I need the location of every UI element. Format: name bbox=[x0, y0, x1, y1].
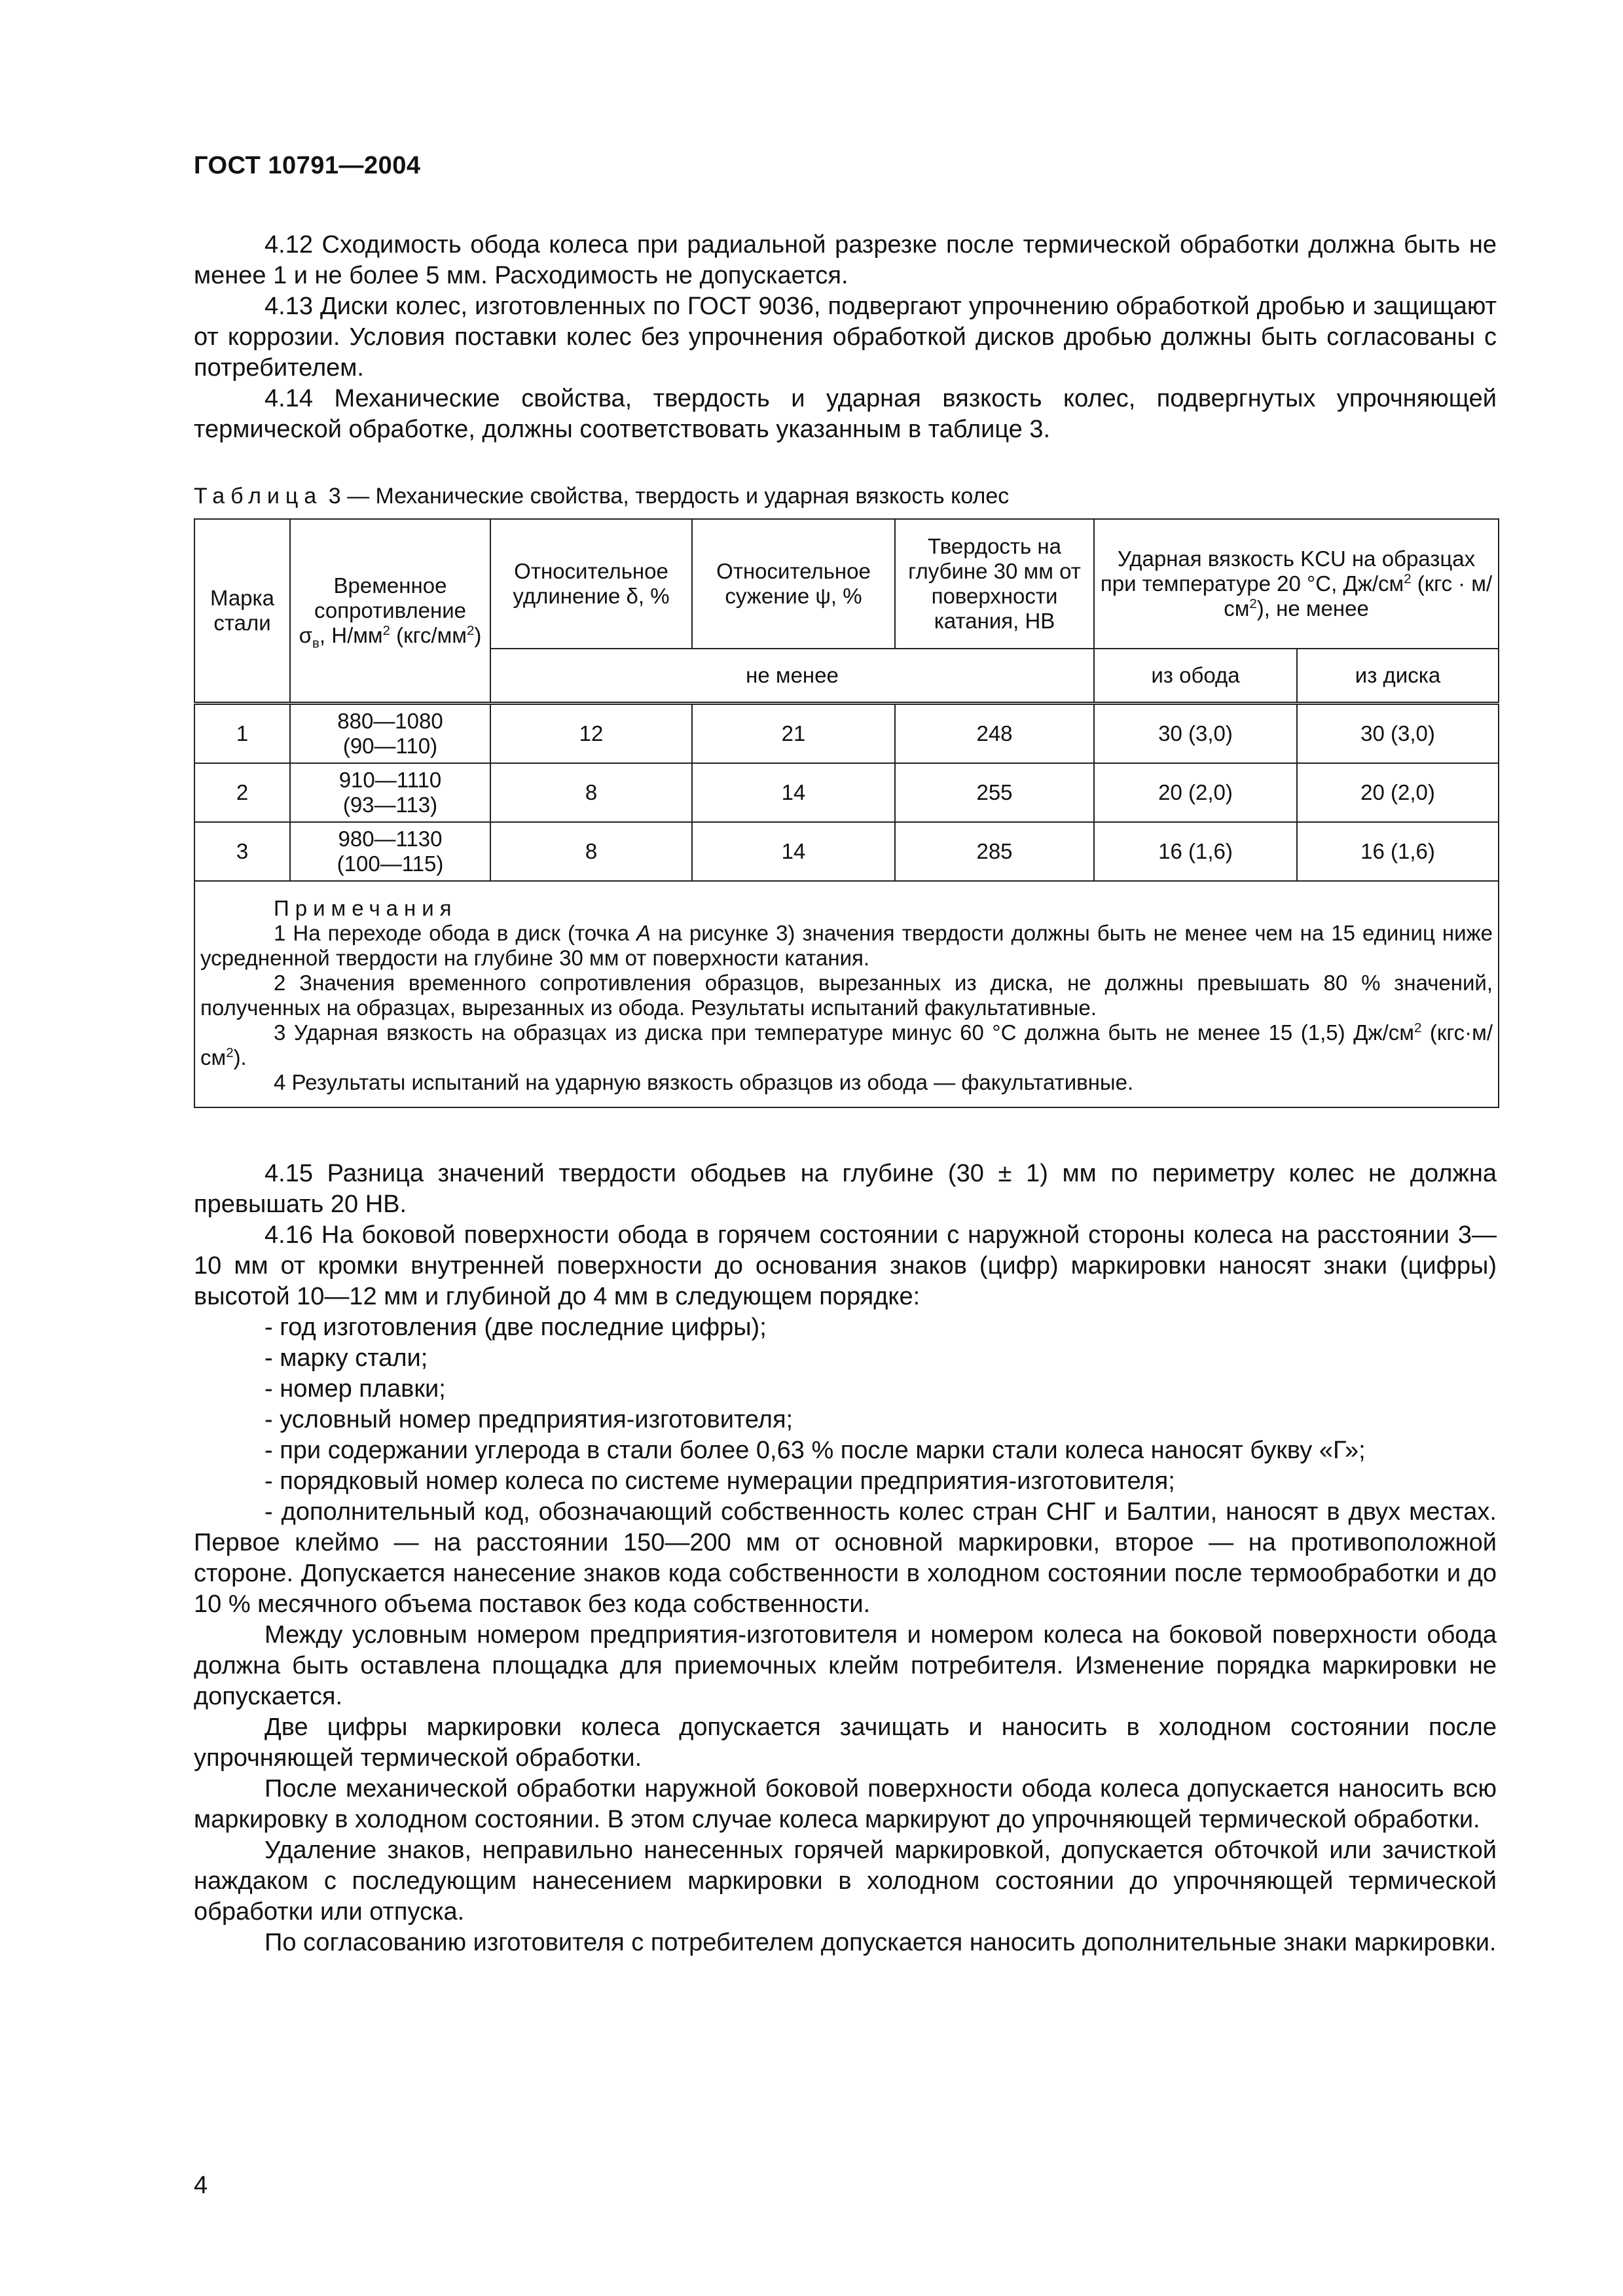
table-3 bbox=[194, 518, 1498, 1108]
cell-tensile: 980—1130 (100—115) bbox=[290, 822, 490, 881]
list-item: - дополнительный код, обозначающий собственность колес стран СНГ и Балтии, наносят в двух местах. Первое клеймо — на расстоянии 150—200 мм от основной маркировки, второе — на противоположной стороне. Допускается нанесение знаков кода собственности в холодном состоянии после термообработки и до 10 % месячного объема поставок без кода собственности. bbox=[194, 1498, 1497, 1618]
header-tensile: Временное сопротивление $\sigma_в$, $Н/мм^2$ $(кгс/мм^2)$ bbox=[290, 519, 490, 704]
cell-impact-disk: 30 (3,0) bbox=[1297, 704, 1499, 764]
table-notes-row bbox=[194, 881, 1499, 1107]
cell-elongation: 8 bbox=[490, 763, 692, 822]
cell-grade: 2 bbox=[194, 763, 290, 822]
cell-hardness: 248 bbox=[895, 704, 1094, 764]
note-4: 4 Результаты испытаний на ударную вязкость образцов из обода — факультативные. bbox=[274, 1070, 1134, 1094]
header-from-rim: из обода bbox=[1094, 649, 1297, 704]
header-hardness: Твердость на глубине 30 мм от поверхности катания, НВ bbox=[895, 519, 1094, 649]
paragraph-4-14: 4.14 Механические свойства, твердость и ударная вязкость колес, подвергнутых упрочняющей термической обработке, должны соответствовать указанным в таблице 3. bbox=[194, 385, 1497, 443]
table-caption bbox=[194, 482, 1009, 511]
list-item: - год изготовления (две последние цифры); bbox=[264, 1314, 767, 1341]
cell-impact-disk: 16 (1,6) bbox=[1297, 822, 1499, 881]
notes-title: Примечания bbox=[274, 896, 458, 920]
cell-tensile: 880—1080 (90—110) bbox=[290, 704, 490, 764]
paragraph-removal: Удаление знаков, неправильно нанесенных горячей маркировкой, допускается обточкой или зачисткой наждаком с последующим нанесением маркировки в холодном состоянии до упрочняющей термической обработки или отпуска. bbox=[194, 1837, 1497, 1926]
table-notes bbox=[194, 881, 1499, 1107]
header-grade: Марка стали bbox=[194, 519, 290, 704]
table-row bbox=[194, 822, 1499, 881]
cell-elongation: 8 bbox=[490, 822, 692, 881]
header-impact: Ударная вязкость KCU на образцах при температуре 20 °C, $Дж/см^2$ $(кгс \cdot м/см^2)$, не менее bbox=[1094, 519, 1499, 649]
paragraph-4-12: 4.12 Сходимость обода колеса при радиальной разрезке после термической обработки должна быть не менее 1 и не более 5 мм. Расходимость не допускается. bbox=[194, 231, 1497, 289]
cell-hardness: 285 bbox=[895, 822, 1094, 881]
table-row bbox=[194, 763, 1499, 822]
paragraph-4-15: 4.15 Разница значений твердости ободьев на глубине (30 ± 1) мм по периметру колес не должна превышать 20 НВ. bbox=[194, 1160, 1497, 1218]
paragraph-marking-area: Между условным номером предприятия-изготовителя и номером колеса на боковой поверхности обода должна быть оставлена площадка для приемочных клейм потребителя. Изменение порядка маркировки не допускается. bbox=[194, 1621, 1497, 1710]
cell-reduction: 14 bbox=[692, 763, 895, 822]
paragraph-4-16: 4.16 На боковой поверхности обода в горячем состоянии с наружной стороны колеса на расстоянии 3—10 мм от кромки внутренней поверхности до основания знаков (цифр) маркировки наносят знаки (цифры) высотой 10—12 мм и глубиной до 4 мм в следующем порядке: bbox=[194, 1221, 1497, 1310]
cell-reduction: 21 bbox=[692, 704, 895, 764]
cell-grade: 3 bbox=[194, 822, 290, 881]
cell-hardness: 255 bbox=[895, 763, 1094, 822]
note-2: 2 Значения временного сопротивления образцов, вырезанных из диска, не должны превышать 80 % значений, полученных на образцах, вырезанных из обода. Результаты испытаний факультативные. bbox=[200, 971, 1493, 1020]
top-paragraphs bbox=[194, 230, 1497, 445]
bottom-paragraphs bbox=[194, 1158, 1497, 1958]
page-number: 4 bbox=[194, 2172, 208, 2199]
list-item: - порядковый номер колеса по системе нумерации предприятия-изготовителя; bbox=[264, 1467, 1175, 1495]
cell-impact-disk: 20 (2,0) bbox=[1297, 763, 1499, 822]
list-item: - марку стали; bbox=[264, 1344, 428, 1372]
list-item: - при содержании углерода в стали более 0,63 % после марки стали колеса наносят букву «Г»; bbox=[264, 1437, 1366, 1464]
header-from-disk: из диска bbox=[1297, 649, 1499, 704]
paragraph-4-13: 4.13 Диски колес, изготовленных по ГОСТ 9036, подвергают упрочнению обработкой дробью и защищают от коррозии. Условия поставки колес без упрочнения обработкой дисков дробью должны быть согласованы с потребителем. bbox=[194, 293, 1497, 382]
list-item: - условный номер предприятия-изготовителя; bbox=[264, 1406, 793, 1433]
paragraph-agreement: По согласованию изготовителя с потребителем допускается наносить дополнительные знаки маркировки. bbox=[264, 1929, 1497, 1956]
list-item: - номер плавки; bbox=[264, 1375, 446, 1403]
cell-impact-rim: 16 (1,6) bbox=[1094, 822, 1297, 881]
table-row bbox=[194, 704, 1499, 764]
header-reduction: Относительное сужение ψ, % bbox=[692, 519, 895, 649]
paragraph-two-digits: Две цифры маркировки колеса допускается зачищать и наносить в холодном состоянии после упрочняющей термической обработки. bbox=[194, 1713, 1497, 1772]
cell-elongation: 12 bbox=[490, 704, 692, 764]
standard-header: ГОСТ 10791—2004 bbox=[194, 152, 421, 179]
cell-reduction: 14 bbox=[692, 822, 895, 881]
header-elongation: Относительное удлинение δ, % bbox=[490, 519, 692, 649]
paragraph-machining: После механической обработки наружной боковой поверхности обода колеса допускается наносить всю маркировку в холодном состоянии. В этом случае колеса маркируют до упрочняющей термической обработки. bbox=[194, 1775, 1497, 1833]
header-not-less: не менее bbox=[490, 649, 1094, 704]
cell-impact-rim: 30 (3,0) bbox=[1094, 704, 1297, 764]
note-3: 3 Ударная вязкость на образцах из диска при температуре минус 60 °C должна быть не менее 15 (1,5) $Дж/см^2$ $(кгс\cdot м/см^2)$. bbox=[200, 1020, 1493, 1069]
properties-table bbox=[194, 518, 1499, 1108]
cell-grade: 1 bbox=[194, 704, 290, 764]
table-header-row bbox=[194, 519, 1499, 649]
table-caption-text: 3 — Механические свойства, твердость и ударная вязкость колес bbox=[322, 484, 1010, 509]
note-1: 1 На переходе обода в диск (точка А на рисунке 3) значения твердости должны быть не менее чем на 15 единиц ниже усредненной твердости на глубине 30 мм от поверхности катания. bbox=[200, 921, 1493, 970]
cell-impact-rim: 20 (2,0) bbox=[1094, 763, 1297, 822]
cell-tensile: 910—1110 (93—113) bbox=[290, 763, 490, 822]
table-caption-label: Таблица bbox=[194, 484, 323, 509]
